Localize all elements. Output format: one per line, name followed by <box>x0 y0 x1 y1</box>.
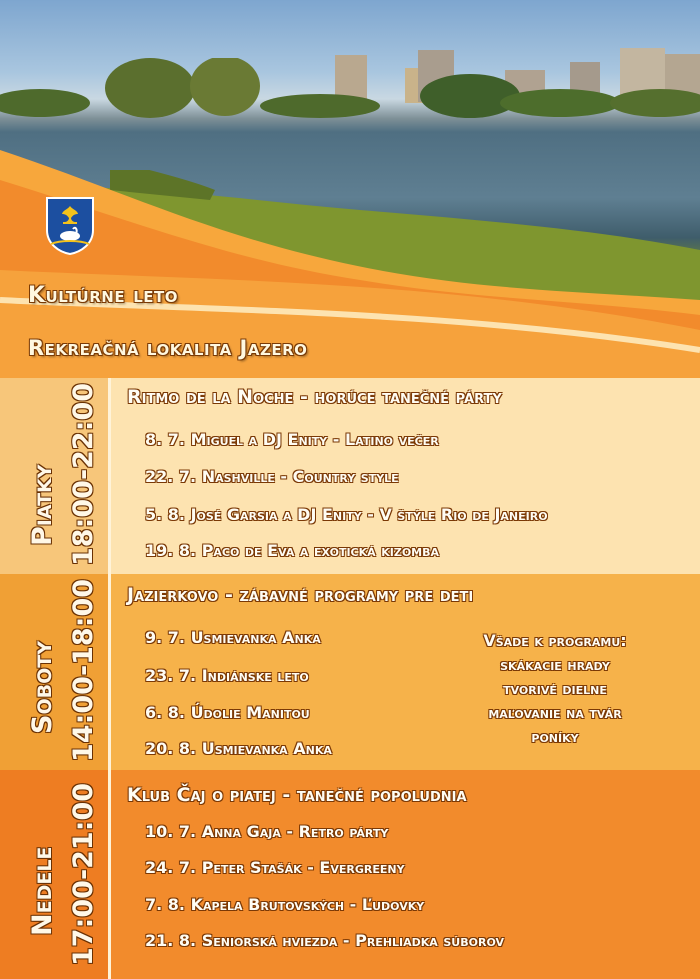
extras-item: maľovanie na tvár <box>488 703 622 722</box>
section-heading: Jazierkovo - zábavné programy pre deti <box>127 584 474 606</box>
list-item: 7. 8. Kapela Brutovských - Ľudovky <box>145 895 425 914</box>
list-item: 8. 7. Miguel a DJ Enity - Latino večer <box>145 430 439 449</box>
section-side-panel <box>0 574 111 770</box>
section-soboty <box>0 574 700 770</box>
section-day-label: Nedele <box>27 846 58 936</box>
list-item: 5. 8. José Garsia a DJ Enity - V štýle Rio de Janeiro <box>145 505 548 524</box>
extras-title: Všade k programu: <box>483 631 627 650</box>
extras-box <box>440 629 670 749</box>
section-day-label: Soboty <box>27 641 58 734</box>
list-item: 19. 8. Paco de Eva a exotická kizomba <box>145 541 440 560</box>
section-day-label: Piatky <box>27 464 58 546</box>
tree-line-image <box>0 58 700 120</box>
section-side-panel <box>0 770 111 979</box>
list-item: 22. 7. Nashville - Country style <box>145 467 399 486</box>
list-item: 21. 8. Seniorská hviezda - Prehliadka súborov <box>145 931 505 950</box>
section-heading: Ritmo de la Noche - horúce tanečné párty <box>127 386 502 408</box>
section-nedele <box>0 770 700 979</box>
section-side-panel <box>0 378 111 574</box>
list-item: 9. 7. Usmievanka Anka <box>145 628 321 647</box>
extras-item: poníky <box>531 727 579 746</box>
section-time-label: 17:00-21:00 <box>68 782 99 966</box>
list-item: 24. 7. Peter Stašák - Evergreeny <box>145 858 405 877</box>
list-item: 10. 7. Anna Gaja - Retro párty <box>145 822 389 841</box>
list-item: 20. 8. Usmievanka Anka <box>145 739 332 758</box>
section-piatky <box>0 378 700 574</box>
extras-item: tvorivé dielne <box>503 679 607 698</box>
poster-title: Kultúrne leto <box>28 283 179 308</box>
section-time-label: 14:00-18:00 <box>68 578 99 762</box>
list-item: 23. 7. Indiánske leto <box>145 666 309 685</box>
section-heading: Klub Čaj o piatej - tanečné popoludnia <box>127 784 467 806</box>
poster-subtitle: Rekreačná lokalita Jazero <box>28 336 308 360</box>
section-time-label: 18:00-22:00 <box>68 382 99 566</box>
coat-of-arms-icon <box>45 196 95 256</box>
extras-item: skákacie hrady <box>500 655 610 674</box>
list-item: 6. 8. Údolie Manitou <box>145 703 310 722</box>
